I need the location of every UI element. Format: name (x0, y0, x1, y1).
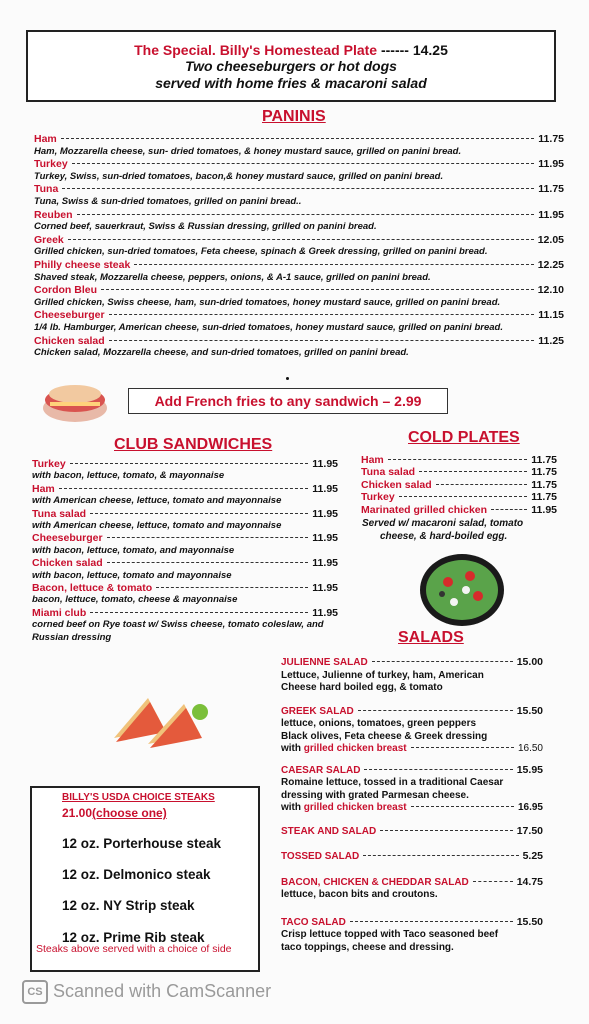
item-price: 11.75 (531, 491, 557, 504)
paninis-list (34, 133, 564, 360)
leader-dots (388, 459, 528, 460)
item-row (32, 582, 338, 594)
item-desc: dressing with grated Parmesan cheese. (281, 789, 469, 801)
item-price: 12.10 (537, 284, 564, 297)
caesar-salad (281, 764, 543, 815)
item-price: 12.05 (537, 233, 564, 246)
cold-list (361, 454, 557, 516)
item-price: 11.95 (538, 158, 564, 171)
greek-salad (281, 705, 543, 756)
item-name: Cheeseburger (32, 532, 103, 545)
cold-note-2: cheese, & hard-boiled egg. (380, 530, 508, 542)
item-desc: lettuce, onions, tomatoes, green peppers (281, 718, 477, 729)
steak-item: 12 oz. Porterhouse steak (62, 836, 222, 851)
item-row (34, 133, 564, 146)
item-desc: with bacon, lettuce, tomato, & mayonnaise (32, 470, 225, 482)
footer-text: Scanned with CamScanner (53, 980, 272, 1001)
with-label: with (281, 802, 301, 813)
steak-item: 12 oz. Delmonico steak (62, 867, 211, 882)
item-row (34, 183, 564, 196)
leader-dots (491, 509, 527, 510)
item-price: 11.95 (538, 208, 564, 221)
leader-dots (436, 484, 528, 485)
item-row (32, 607, 338, 619)
item-desc: Turkey, Swiss, sun-dried tomatoes, bacon,& honey mustard sauce, grilled on panini bread. (34, 170, 444, 182)
leader-dots (419, 471, 527, 472)
item-name: CAESAR SALAD (281, 764, 361, 776)
sandwich-photo (40, 378, 110, 431)
leader-dots (107, 537, 309, 538)
item-price: 5.25 (522, 850, 543, 862)
item-desc: with American cheese, lettuce, tomato and mayonnaise (32, 520, 282, 532)
item-price: 11.75 (538, 133, 564, 145)
add-fries-box: Add French fries to any sandwich – 2.99 (128, 388, 448, 414)
cold-note-1: Served w/ macaroni salad, tomato (362, 518, 524, 529)
item-price: 11.15 (538, 309, 564, 322)
item-desc: 1/4 lb. Hamburger, American cheese, sun-dried tomatoes, honey mustard sauce, grilled on panini bread. (34, 321, 503, 333)
leader-dots (59, 488, 309, 489)
item-desc: Shaved steak, Mozzarella cheese, peppers, onions, & A-1 sauce, grilled on panini bread. (34, 271, 431, 283)
cold-note (362, 518, 562, 543)
leader-dots (62, 188, 534, 189)
item-name: BACON, CHICKEN & CHEDDAR SALAD (281, 876, 469, 888)
item-row (32, 458, 338, 470)
item-name: Chicken salad (361, 478, 432, 491)
steak-item: 12 oz. Prime Rib steak (62, 930, 205, 945)
item-price: 11.95 (312, 606, 338, 619)
item-name: Cordon Bleu (34, 284, 97, 297)
taco-salad (281, 916, 543, 955)
item-name: TACO SALAD (281, 916, 346, 928)
club-header: CLUB SANDWICHES (114, 436, 273, 453)
item-name: Tuna salad (32, 507, 87, 520)
item-desc: Ham, Mozzarella cheese, sun- dried tomatoes, & honey mustard sauce, grilled on panini bread. (34, 145, 462, 157)
item-row (34, 284, 564, 297)
special-line-3: served with home fries & macaroni salad (155, 75, 427, 91)
special-price: ------ 14.25 (380, 42, 448, 58)
special-title-line (28, 42, 554, 58)
item-price: 11.95 (312, 582, 338, 595)
special-line-2: Two cheeseburgers or hot dogs (185, 58, 397, 74)
tossed-salad (281, 850, 543, 864)
item-row (34, 234, 564, 247)
item-name: JULIENNE SALAD (281, 657, 368, 668)
item-name: Ham (361, 454, 384, 466)
item-name: GREEK SALAD (281, 705, 354, 717)
item-name: Turkey (34, 158, 68, 171)
scanner-watermark (22, 980, 271, 1004)
item-row (34, 335, 564, 348)
item-desc: Chicken salad, Mozzarella cheese, and sun-dried tomatoes, grilled on panini bread. (34, 347, 409, 359)
item-name: Chicken salad (34, 334, 105, 347)
item-desc: Cheese hard boiled egg, & tomato (281, 682, 443, 693)
item-desc: Tuna, Swiss & sun-dried tomatoes, grilled on panini bread.. (34, 195, 302, 207)
item-price: 14.75 (516, 875, 543, 888)
steaks-title: BILLY'S USDA CHOICE STEAKS (62, 792, 215, 803)
with-label: with (281, 743, 301, 754)
julienne-salad (281, 656, 543, 695)
item-name: Marinated grilled chicken (361, 503, 488, 516)
club-list (32, 458, 338, 644)
item-desc: Black olives, Feta cheese & Greek dressing (281, 730, 488, 742)
item-price: 16.50 (517, 743, 543, 754)
item-row (32, 557, 338, 569)
item-price: 11.95 (312, 557, 338, 570)
item-desc: Romaine lettuce, tossed in a traditional Caesar (281, 777, 504, 788)
item-price: 11.25 (538, 334, 564, 347)
paninis-header: PANINIS (262, 108, 326, 125)
leader-dots (156, 587, 308, 588)
item-price: 15.50 (516, 915, 543, 928)
item-row (32, 532, 338, 544)
item-row (32, 508, 338, 520)
item-price: 12.25 (537, 258, 564, 271)
bacon-chicken-cheddar-salad (281, 876, 543, 902)
item-name: Cheeseburger (34, 309, 105, 322)
item-name: Reuben (34, 208, 73, 221)
leader-dots (70, 463, 309, 464)
item-desc: with bacon, lettuce, tomato and mayonnaise (32, 569, 232, 581)
item-desc: Grilled chicken, Swiss cheese, ham, sun-dried tomatoes, honey mustard sauce, grilled on panini bread. (34, 296, 501, 308)
item-row (34, 158, 564, 171)
item-name: TOSSED SALAD (281, 851, 360, 862)
item-name: Tuna (34, 183, 59, 196)
cold-header: COLD PLATES (408, 429, 520, 446)
leader-dots (109, 340, 535, 341)
item-name: Greek (34, 233, 64, 246)
item-row (361, 504, 557, 516)
grilled-chicken-label: grilled chicken breast (303, 743, 407, 754)
item-name: STEAK AND SALAD (281, 825, 377, 837)
item-desc: taco toppings, cheese and dressing. (281, 941, 454, 953)
special-box (26, 30, 556, 102)
item-price: 15.00 (516, 656, 543, 668)
salad-photo (418, 552, 506, 633)
item-name: Chicken salad (32, 557, 103, 570)
steaks-price: 21.00 (62, 806, 93, 820)
item-desc: Corned beef, sauerkraut, Swiss & Russian dressing, grilled on panini bread. (34, 221, 377, 233)
item-name: Philly cheese steak (34, 258, 131, 271)
item-name: Turkey (361, 491, 395, 504)
item-desc: bacon, lettuce, tomato, cheese & mayonnaise (32, 594, 238, 606)
salads-header: SALADS (398, 629, 464, 646)
item-desc: corned beef on Rye toast w/ Swiss cheese, tomato coleslaw, and Russian dressing (32, 619, 324, 643)
item-desc: Grilled chicken, sun-dried tomatoes, Feta cheese, spinach & Greek dressing, grilled on panini bread. (34, 246, 488, 258)
item-desc: lettuce, bacon bits and croutons. (281, 889, 438, 900)
club-sandwich-photo (108, 688, 214, 763)
item-desc: Lettuce, Julienne of turkey, ham, American (281, 669, 484, 681)
item-price: 15.50 (516, 704, 543, 717)
steaks-note: Steaks above served with a choice of side (36, 943, 232, 955)
item-price: 11.95 (312, 482, 338, 495)
item-price: 17.50 (516, 824, 543, 837)
item-desc: with bacon, lettuce, tomato, and mayonnaise (32, 544, 235, 556)
item-price: 15.95 (516, 763, 543, 776)
item-name: Tuna salad (361, 466, 416, 479)
item-row (34, 259, 564, 272)
leader-dots (101, 289, 534, 290)
steaks-box (30, 786, 260, 972)
item-price: 11.95 (312, 507, 338, 520)
item-price: 11.95 (531, 503, 557, 516)
leader-dots (72, 163, 535, 164)
special-title: The Special. Billy's Homestead Plate (134, 42, 378, 58)
item-price: 11.95 (312, 532, 338, 545)
item-desc: Crisp lettuce topped with Taco seasoned beef (281, 929, 499, 940)
item-price: 16.95 (517, 802, 543, 813)
item-price: 11.75 (538, 183, 564, 196)
item-row (34, 309, 564, 322)
leader-dots (68, 239, 534, 240)
item-price: 11.75 (531, 454, 557, 466)
salads-list (281, 656, 543, 954)
item-name: Turkey (32, 458, 66, 470)
item-name: Ham (34, 133, 57, 145)
item-row (361, 466, 557, 478)
item-name: Ham (32, 482, 55, 495)
item-desc: with American cheese, lettuce, tomato and mayonnaise (32, 495, 282, 507)
camscanner-logo-icon: CS (22, 980, 48, 1004)
leader-dots (107, 562, 309, 563)
leader-dots (109, 314, 535, 315)
dot-mark (286, 377, 289, 380)
steaks-price-line (62, 806, 167, 820)
item-row (361, 491, 557, 503)
item-row (34, 209, 564, 222)
item-price: 11.95 (312, 458, 338, 470)
steak-and-salad (281, 825, 543, 839)
item-name: Miami club (32, 606, 87, 619)
leader-dots (134, 264, 533, 265)
grilled-chicken-label: grilled chicken breast (303, 802, 407, 813)
leader-dots (61, 138, 535, 139)
item-price: 11.75 (531, 478, 557, 491)
steaks-choose: (choose one) (92, 806, 167, 820)
leader-dots (77, 214, 535, 215)
leader-dots (90, 513, 308, 514)
item-price: 11.75 (531, 466, 557, 479)
steak-item: 12 oz. NY Strip steak (62, 898, 195, 913)
item-row (32, 483, 338, 495)
item-name: Bacon, lettuce & tomato (32, 582, 153, 595)
item-row (361, 454, 557, 466)
item-row (361, 479, 557, 491)
leader-dots (399, 496, 528, 497)
leader-dots (90, 612, 308, 613)
